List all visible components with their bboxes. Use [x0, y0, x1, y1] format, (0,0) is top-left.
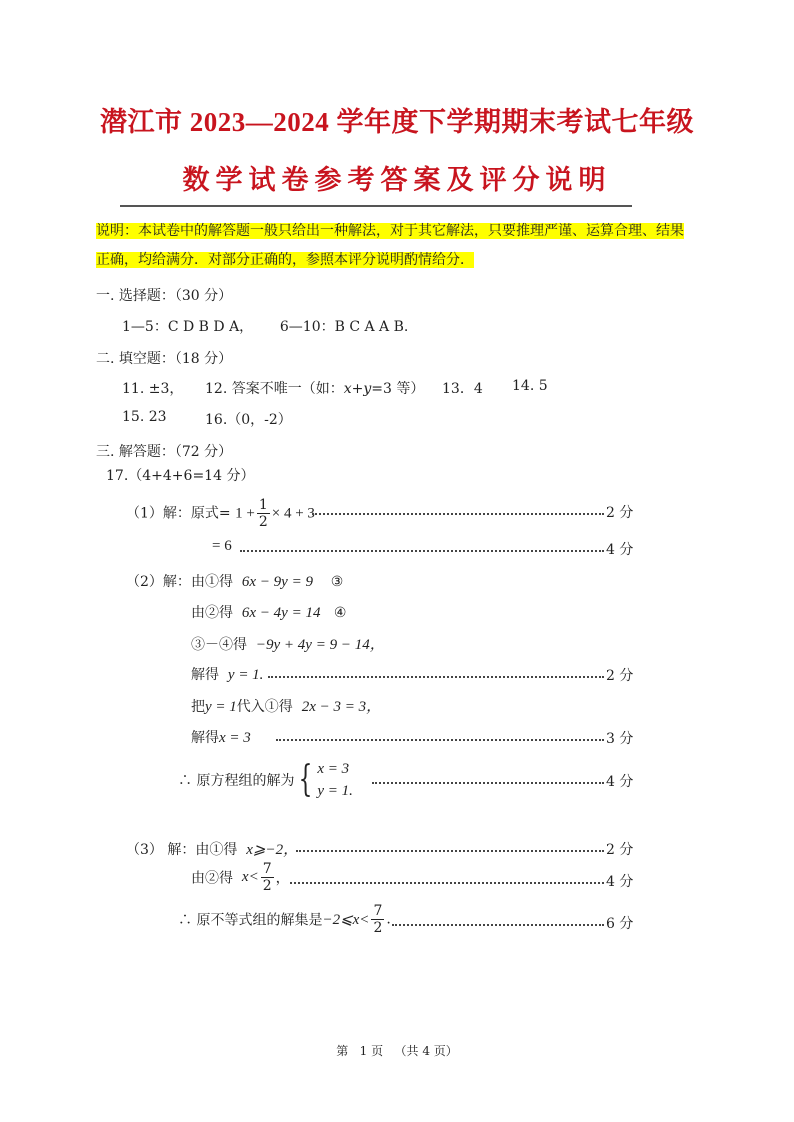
fraction-seven-halves: $\frac{7}{2}$	[262, 861, 272, 894]
p2-line-4: 解得 y = 1.	[191, 667, 264, 683]
section-solve-heading: 三. 解答题：（72 分）	[96, 444, 233, 460]
p2-conclusion: ∴ 原方程组的解为 { x = 3 y = 1.	[178, 759, 353, 800]
dot-leader	[392, 924, 604, 926]
fraction-half: $\frac{1}{2}$	[258, 497, 268, 530]
dot-leader	[296, 850, 604, 852]
dot-leader	[290, 882, 604, 884]
p2-line-3: ③－④得 −9y + 4y = 9 − 14，	[191, 637, 385, 653]
score-label: 2 分	[606, 842, 634, 858]
score-label: 2 分	[606, 668, 634, 684]
answer-16: 16.（0，-2）	[205, 412, 292, 428]
score-label: 4 分	[606, 874, 634, 890]
score-label: 2 分	[606, 505, 634, 521]
score-label: 3 分	[606, 731, 634, 747]
section-choice-heading: 一. 选择题：（30 分）	[96, 288, 233, 304]
q17-heading: 17.（4+4+6=14 分）	[106, 468, 255, 484]
answer-12: 12. 答案不唯一（如：x+y=3 等）	[205, 381, 425, 397]
p2-line-2: 由②得 6x − 4y = 14 ④	[191, 605, 347, 621]
fraction-seven-halves: $\frac{7}{2}$	[373, 903, 383, 936]
note-line-1: 说明：本试卷中的解答题一般只给出一种解法，对于其它解法，只要推理严谨、运算合理、结果	[96, 223, 684, 239]
answer-11: 11. ±3，	[122, 381, 184, 397]
p2-line-6: 解得x = 3	[191, 730, 251, 746]
p2-line-1: 由①得 6x − 9y = 9 ③	[191, 574, 344, 590]
choice-answers: 1—5：C D B D A， 6—10：B C A A B.	[122, 319, 409, 335]
dot-leader	[276, 739, 604, 741]
dot-leader	[240, 550, 604, 552]
page-footer: 第 1 页 （共 4 页）	[336, 1044, 458, 1058]
p1-result: = 6	[212, 538, 232, 554]
p3-line-1: （3） 解：由①得 x⩾−2，	[126, 842, 299, 858]
score-label: 6 分	[606, 916, 634, 932]
page-title: 潜江市 2023—2024 学年度下学期期末考试七年级	[100, 107, 694, 137]
answer-15: 15. 23	[122, 409, 167, 425]
score-label: 4 分	[606, 774, 634, 790]
answer-14: 14. 5	[512, 378, 548, 394]
dot-leader	[268, 676, 604, 678]
title-divider	[120, 205, 632, 207]
p3-conclusion: ∴ 原不等式组的解集是−2⩽x< $\frac{7}{2}$ .	[178, 903, 391, 936]
score-label: 4 分	[606, 542, 634, 558]
p1-line: （1）解：原式= 1 + $\frac{1}{2}$ × 4 + 3	[126, 497, 315, 530]
p3-line-2: 由②得 x< $\frac{7}{2}$ ，	[191, 861, 290, 894]
section-fill-heading: 二. 填空题：（18 分）	[96, 351, 233, 367]
note-line-2: 正确，均给满分．对部分正确的，参照本评分说明酌情给分．	[96, 252, 474, 268]
page-subtitle: 数学试卷参考答案及评分说明	[182, 165, 612, 195]
dot-leader	[312, 513, 604, 515]
p2-label: （2）解：	[126, 574, 191, 590]
p2-line-5: 把y = 1代入①得 2x − 3 = 3，	[191, 699, 382, 715]
dot-leader	[372, 782, 604, 784]
answer-13: 13．4	[442, 381, 483, 397]
equation-system: x = 3 y = 1.	[317, 761, 353, 799]
